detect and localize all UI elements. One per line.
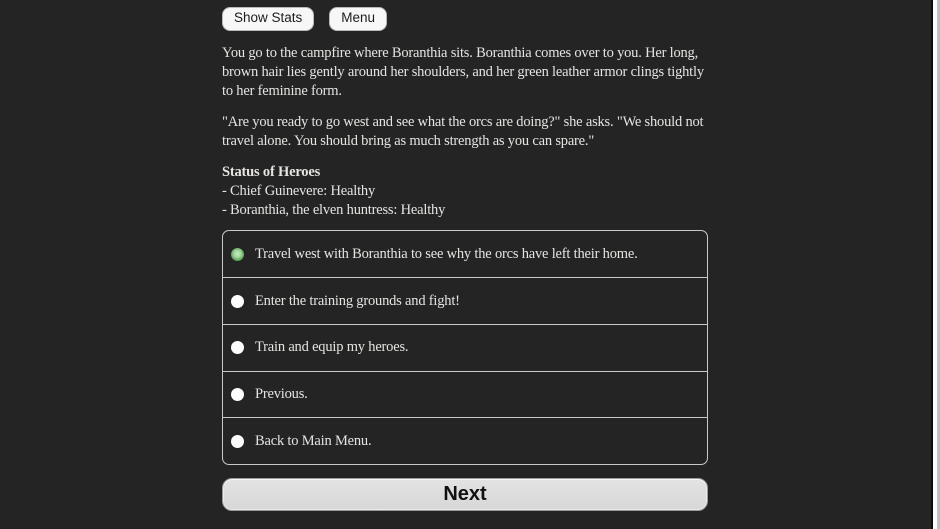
radio-button-icon[interactable] xyxy=(231,341,244,354)
choice-row-training-grounds[interactable] xyxy=(223,277,707,324)
radio-button-icon[interactable] xyxy=(231,248,244,261)
radio-button-icon[interactable] xyxy=(231,388,244,401)
game-content-column xyxy=(222,0,708,511)
top-toolbar xyxy=(222,7,708,31)
choice-label: Back to Main Menu. xyxy=(255,432,372,449)
next-button[interactable]: Next xyxy=(222,478,708,511)
choice-list xyxy=(222,230,708,465)
status-of-heroes-block xyxy=(222,163,708,220)
vertical-scrollbar[interactable] xyxy=(931,0,940,529)
menu-button[interactable]: Menu xyxy=(329,7,387,31)
story-text xyxy=(222,44,708,151)
choice-label: Train and equip my heroes. xyxy=(255,339,409,356)
status-heading: Status of Heroes xyxy=(222,163,321,180)
story-paragraph-1: You go to the campfire where Boranthia sits. Boranthia comes over to you. Her long, brown hair lies gently around her shoulders, and her green leather armor clings tightly to her feminine form. xyxy=(222,44,704,99)
status-line-boranthia: - Boranthia, the elven huntress: Healthy xyxy=(222,201,446,218)
radio-button-icon[interactable] xyxy=(231,295,244,308)
status-line-guinevere: - Chief Guinevere: Healthy xyxy=(222,182,376,199)
radio-button-icon[interactable] xyxy=(231,435,244,448)
choice-row-travel-west[interactable] xyxy=(223,231,707,278)
choice-label: Previous. xyxy=(255,385,308,402)
story-paragraph-2: "Are you ready to go west and see what the orcs are doing?" she asks. "We should not travel alone. You should bring as much strength as you can spare." xyxy=(222,113,704,149)
show-stats-button[interactable]: Show Stats xyxy=(222,7,314,31)
choice-label: Enter the training grounds and fight! xyxy=(255,292,460,309)
choice-label: Travel west with Boranthia to see why the orcs have left their home. xyxy=(255,245,638,262)
choice-row-back-to-main-menu[interactable] xyxy=(223,417,707,464)
choice-row-train-equip[interactable] xyxy=(223,324,707,371)
choice-row-previous[interactable] xyxy=(223,371,707,418)
